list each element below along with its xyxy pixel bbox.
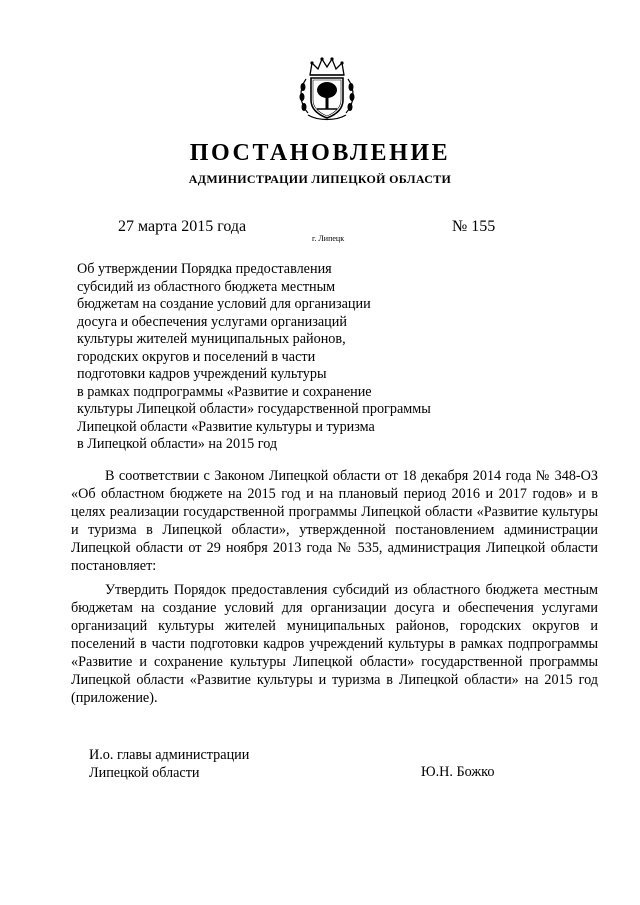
document-number: № 155 [452, 218, 496, 235]
heading-line: субсидий из областного бюджета местным [77, 278, 336, 295]
heading-line: Липецкой области «Развитие культуры и туризма [77, 418, 375, 435]
document-title: ПОСТАНОВЛЕНИЕ [189, 140, 451, 166]
body-paragraph-preamble: В соответствии с Законом Липецкой области от 18 декабря 2014 года № 348-ОЗ «Об областном бюджете на 2015 год и на плановый период 2016 и 2017 годов» и в целях реализации государственной программы Липецкой области «Развитие культуры и туризма в Липецкой области», утвержденной постановлением администрации Липецкой области от 29 ноября 2013 года № 535, администрация Липецкой области постановляет: [71, 468, 598, 574]
signatory-name: Ю.Н. Божко [421, 764, 495, 780]
coat-of-arms-icon [296, 55, 358, 121]
document-subtitle: АДМИНИСТРАЦИИ ЛИПЕЦКОЙ ОБЛАСТИ [188, 172, 452, 186]
signatory-position-line: И.о. главы администрации [89, 747, 250, 763]
body-paragraph-resolution: Утвердить Порядок предоставления субсидий из областного бюджета местным бюджетам на создание условий для организации досуга и обеспечения услугами организаций культуры жителей муниципальных районов, городских округов и поселений в части подготовки кадров учреждений культуры в рамках подпрограммы «Развитие и сохранение культуры Липецкой области» государственной программы Липецкой области «Развитие культуры и туризма в Липецкой области» на 2015 год (приложение). [71, 582, 598, 706]
heading-line: культуры жителей муниципальных районов, [77, 331, 346, 347]
document-heading [77, 261, 497, 454]
heading-line: в Липецкой области» на 2015 год [77, 436, 278, 452]
heading-line: бюджетам на создание условий для организации [77, 296, 371, 312]
document-city: г. Липецк [312, 234, 345, 243]
heading-line: Об утверждении Порядка предоставления [77, 261, 332, 277]
heading-line: культуры Липецкой области» государственной программы [77, 401, 431, 417]
heading-line: городских округов и поселений в части [77, 348, 316, 365]
signatory-position-line: Липецкой области [89, 765, 200, 781]
document-date: 27 марта 2015 года [118, 218, 247, 235]
heading-line: досуга и обеспечения услугами организаций [77, 313, 347, 330]
heading-line: в рамках подпрограммы «Развитие и сохранение [77, 383, 372, 400]
signatory-position [89, 746, 249, 782]
heading-line: подготовки кадров учреждений культуры [77, 366, 327, 382]
